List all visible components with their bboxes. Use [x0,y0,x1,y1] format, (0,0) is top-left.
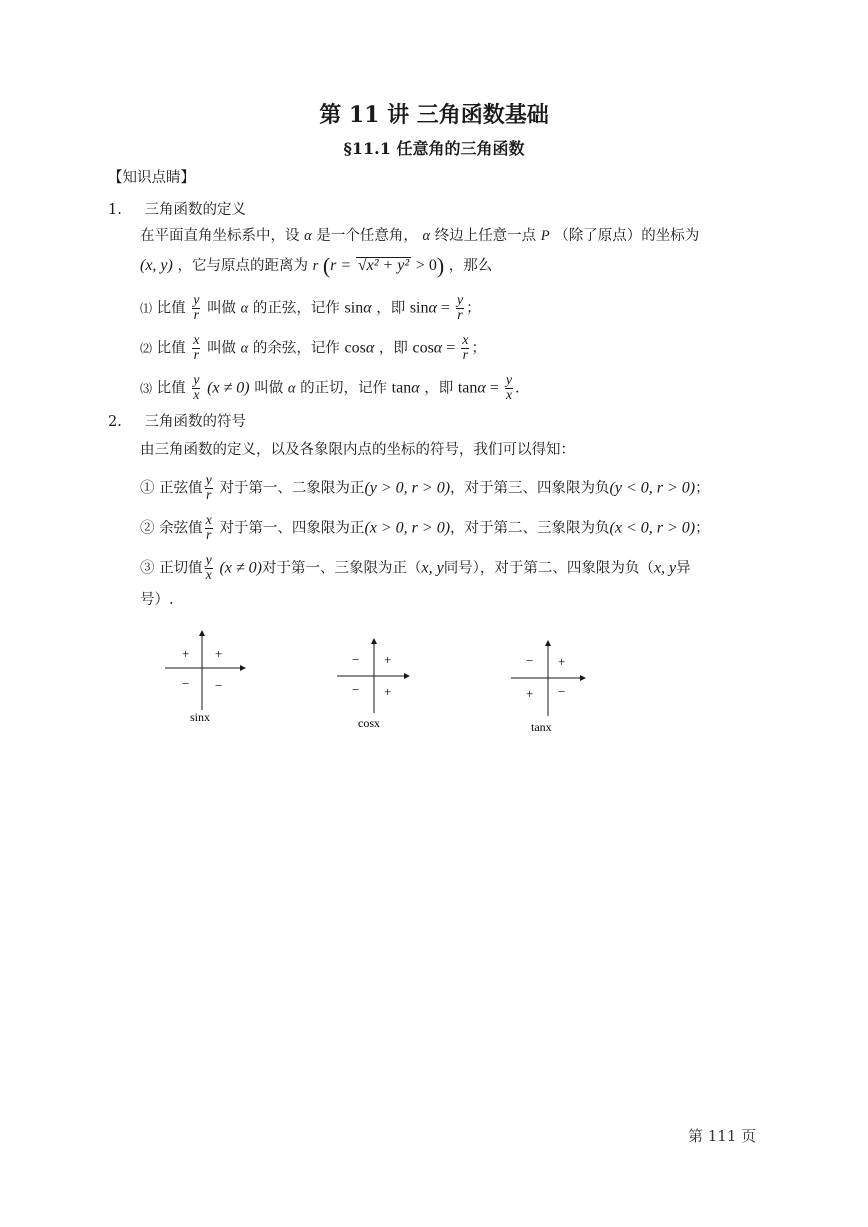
fraction [205,474,213,503]
numerator: x [462,333,469,348]
function-name: tan [391,379,412,397]
y-axis-arrow-icon [371,638,377,644]
function-name: tan [457,379,478,397]
definition-sine: ⑴ 比值 $\frac{y}{r}$ 叫做 α 的正弦，记作 sinα ，即 sinα = $\frac{y}{r}$ ； [140,293,481,323]
page-subtitle: §11.1 任意角的三角函数 [343,139,525,158]
fraction [205,514,213,543]
quadrant-3-sign: − [352,682,360,697]
signs-intro: 由三角函数的定义，以及各象限内点的坐标的符号，我们可以得知： [140,442,575,458]
paren-open: ( [322,253,331,278]
numerator: y [205,473,212,488]
text: ，即 [378,340,408,357]
diagram-label: sinx [190,710,211,724]
text: 正弦值 [159,480,203,497]
gt-zero: > 0 [415,257,437,274]
x-axis-arrow-icon [580,675,586,681]
quadrant-4-sign: − [558,684,566,699]
text: ； [695,480,710,497]
quadrant-1-sign: + [384,652,392,667]
text: 比值 [156,340,186,357]
text: 对于第一、四象限为正 [219,520,365,537]
definition-cosine: ⑵ 比值 $\frac{x}{r}$ 叫做 α 的余弦，记作 cosα ，即 cosα = $\frac{x}{r}$ ； [140,333,486,363]
function-name: sin [344,299,364,317]
sign-mark: ② [140,520,155,537]
condition: (y < 0, r > 0) [609,479,696,497]
text: . [515,380,520,397]
axes-diagram [160,630,250,730]
fraction [505,374,513,403]
item-number: 1. [108,202,122,218]
sign-rule-tangent [140,554,691,583]
definition-intro-line-1 [140,226,699,246]
text: ，它与原点的距离为 [177,258,308,274]
quadrant-2-sign: + [182,646,190,661]
denominator: r [205,488,212,503]
function-name: cos [344,339,366,357]
fraction [456,294,464,323]
quadrant-3-sign: + [526,686,534,701]
fraction [205,554,213,583]
condition: (x < 0, r > 0) [609,519,696,537]
text: ，即 [424,380,454,397]
axes-diagram [332,638,422,738]
page-number: 第 111 页 [688,1127,757,1145]
x-axis-arrow-icon [240,665,246,671]
diagram-label: cosx [358,716,380,730]
text: （除了原点）的坐标为 [554,228,700,244]
r-equals: r = [330,257,352,274]
fraction [461,334,469,363]
xy-symbols: x, y [653,559,677,577]
sign-diagram-tan [506,640,596,744]
numerator: x [205,513,212,528]
r-symbol: r [312,258,319,274]
sign-mark: ① [140,480,155,497]
item-heading-text: 三角函数的定义 [144,202,246,218]
xy-symbols: x, y [421,559,444,577]
text: 叫做 [207,340,237,357]
alpha-symbol: α [428,299,437,317]
text: 比值 [156,300,186,317]
sign-rule-tangent-wrap: 号）. [140,592,174,608]
text: ； [695,520,710,537]
item-number: 2. [108,414,122,430]
sign-rule-cosine [140,514,710,543]
def-mark: ⑶ [140,381,153,396]
sign-mark: ③ [140,560,155,577]
item-1-heading [108,200,246,220]
def-mark: ⑵ [140,341,153,356]
text: ，即 [376,300,406,317]
diagram-label: tanx [531,720,552,734]
y-axis-arrow-icon [199,630,205,636]
text: ，对于第二、三象限为负 [450,520,610,537]
definition-intro-line-2 [140,253,493,278]
alpha-symbol: α [240,340,249,357]
item-2-heading [108,412,246,432]
text: 对于第一、三象限为正（ [261,560,422,577]
alpha-symbol: α [477,379,486,397]
denominator: x [505,388,513,403]
fraction [192,374,200,403]
text: ，那么 [448,258,493,274]
denominator: r [193,308,200,323]
text: 的正切，记作 [300,380,388,397]
quadrant-4-sign: − [215,678,223,693]
sqrt-expression: √x² + y² [357,257,410,274]
fraction [192,294,200,323]
text: 同号），对于第二、四象限为负（ [443,560,654,577]
fraction [192,334,200,363]
denominator: r [462,348,469,363]
text: 正切值 [159,560,203,577]
denominator: x [205,568,212,583]
alpha-symbol: α [287,380,296,397]
quadrant-1-sign: + [215,646,223,661]
denominator: x [193,388,200,403]
denominator: r [193,348,200,363]
function-name: cos [412,339,434,357]
sign-diagram-cos [332,638,422,742]
numerator: y [193,373,200,388]
item-heading-text: 三角函数的符号 [144,414,246,430]
alpha-symbol: α [433,339,443,357]
page-title: 第 11 讲 三角函数基础 [319,102,549,128]
quadrant-2-sign: − [526,653,534,668]
text: 的正弦，记作 [252,300,340,317]
sign-diagram-sin [160,630,250,734]
text: 对于第一、二象限为正 [219,480,365,497]
alpha-symbol: α [422,228,431,244]
denominator: r [205,528,212,543]
numerator: y [456,293,464,308]
alpha-symbol: α [304,228,312,244]
denominator: r [457,308,463,323]
numerator: y [505,373,513,388]
text: 叫做 [207,300,237,317]
quadrant-4-sign: + [384,684,392,699]
text: 的余弦，记作 [252,340,340,357]
quadrant-3-sign: − [182,676,190,691]
numerator: y [193,293,200,308]
point-p-symbol: P [540,228,550,244]
x-axis-arrow-icon [404,673,410,679]
condition: (x ≠ 0) [219,559,262,577]
condition: (x > 0, r > 0) [364,519,451,537]
text: ，对于第三、四象限为负 [450,480,610,497]
sign-rule-sine [140,474,710,503]
text: 是一个任意角， [316,228,418,244]
paren-close: ) [436,253,445,278]
point-coords: (x, y) [140,257,173,274]
alpha-symbol: α [363,299,372,317]
quadrant-1-sign: + [558,654,566,669]
text: ； [471,340,486,357]
axes-diagram [506,640,596,740]
function-name: sin [409,299,429,317]
text: 叫做 [254,380,284,397]
def-mark: ⑴ [140,301,153,316]
numerator: x [193,333,200,348]
text: 异 [676,560,691,577]
alpha-symbol: α [365,339,375,357]
text: 余弦值 [159,520,203,537]
text: 比值 [156,380,186,397]
alpha-symbol: α [411,379,420,397]
text: ； [466,300,481,317]
alpha-symbol: α [240,300,249,317]
condition: (y > 0, r > 0) [364,479,451,497]
numerator: y [205,553,212,568]
text: 终边上任意一点 [434,228,537,244]
sqrt-body: x² + y² [366,257,410,274]
section-label: 【知识点睛】 [108,170,195,186]
condition: (x ≠ 0) [207,379,250,397]
text: 在平面直角坐标系中，设 [140,228,300,244]
quadrant-2-sign: − [352,652,360,667]
y-axis-arrow-icon [545,640,551,646]
definition-tangent: ⑶ 比值 $\frac{y}{x}$ (x ≠ 0) 叫做 α 的正切，记作 tanα ，即 tanα = $\frac{y}{x}$ . [140,373,520,403]
